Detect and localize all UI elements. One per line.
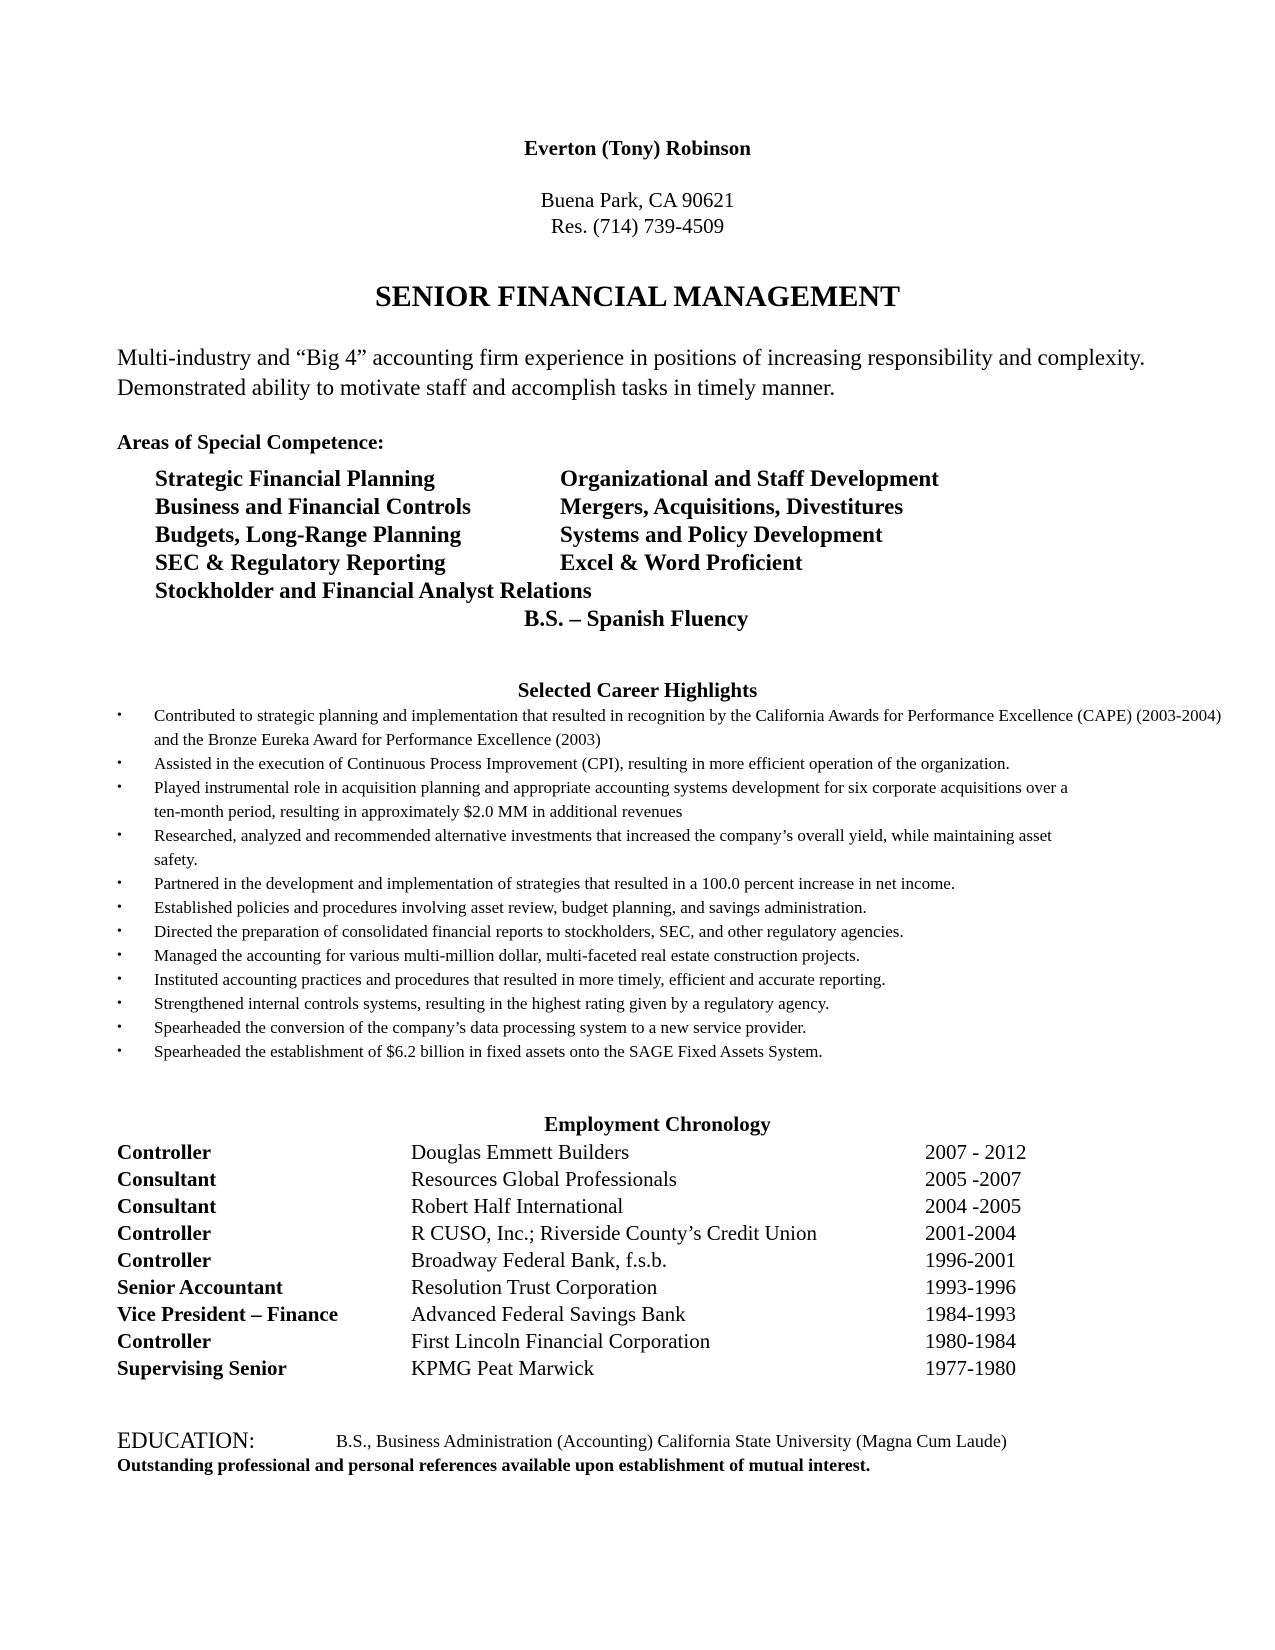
date-range: 1977-1980 [925, 1356, 1016, 1380]
company-name: Resolution Trust Corporation [411, 1275, 658, 1299]
list-item [117, 1016, 1237, 1040]
employment-table [117, 1140, 1027, 1383]
bullet-icon: • [117, 756, 122, 771]
bullet-icon: • [117, 972, 122, 987]
bullet-icon: • [117, 828, 122, 843]
list-item [117, 968, 1237, 992]
list-item [117, 944, 1237, 968]
competence-item: Organizational and Staff Development [560, 466, 939, 491]
competence-item: Strategic Financial Planning [155, 466, 435, 491]
bullet-icon: • [117, 900, 122, 915]
list-item [117, 896, 1237, 920]
company-name: Robert Half International [411, 1194, 624, 1218]
language-line: B.S. – Spanish Fluency [524, 606, 749, 631]
list-item [117, 1040, 1237, 1064]
list-item [117, 872, 1237, 896]
highlight-text: Strengthened internal controls systems, resulting in the highest rating given by a regulatory agency. [154, 994, 830, 1013]
competence-item: Excel & Word Proficient [560, 550, 803, 575]
table-row [117, 1329, 1027, 1356]
address-line: Buena Park, CA 90621 [540, 188, 735, 212]
job-title: Controller [117, 1140, 212, 1164]
bullet-icon: • [117, 948, 122, 963]
bullet-icon: • [117, 1020, 122, 1035]
date-range: 2005 -2007 [925, 1167, 1022, 1191]
table-row [117, 1167, 1027, 1194]
date-range: 2001-2004 [925, 1221, 1016, 1245]
highlight-text: Managed the accounting for various multi-million dollar, multi-faceted real estate construction projects. [154, 946, 861, 965]
highlights-title: Selected Career Highlights [517, 678, 758, 702]
company-name: Douglas Emmett Builders [411, 1140, 630, 1164]
company-name: Broadway Federal Bank, f.s.b. [411, 1248, 668, 1272]
table-row [117, 1275, 1027, 1302]
date-range: 1980-1984 [925, 1329, 1016, 1353]
bullet-icon: • [117, 996, 122, 1011]
competence-item: SEC & Regulatory Reporting [155, 550, 446, 575]
highlight-text: Directed the preparation of consolidated financial reports to stockholders, SEC, and other regulatory agencies. [154, 922, 904, 941]
list-item [117, 920, 1237, 944]
highlight-text: Established policies and procedures involving asset review, budget planning, and savings administration. [154, 898, 867, 917]
education-text: B.S., Business Administration (Accounting) California State University (Magna Cum Laude) [336, 1431, 1007, 1451]
date-range: 2007 - 2012 [925, 1140, 1027, 1164]
company-name: Resources Global Professionals [411, 1167, 677, 1191]
competence-item: Budgets, Long-Range Planning [155, 522, 462, 547]
table-row [117, 1140, 1027, 1167]
summary-paragraph: Multi-industry and “Big 4” accounting firm experience in positions of increasing responsibility and complexity. Demonstrated ability to motivate staff and accomplish tasks in timely manner. [117, 345, 1146, 400]
company-name: First Lincoln Financial Corporation [411, 1329, 711, 1353]
competence-item: Mergers, Acquisitions, Divestitures [560, 494, 904, 519]
job-title: Supervising Senior [117, 1356, 287, 1380]
bullet-icon: • [117, 1044, 122, 1059]
highlight-text: Spearheaded the establishment of $6.2 billion in fixed assets onto the SAGE Fixed Assets System. [154, 1042, 823, 1061]
phone-line: Res. (714) 739-4509 [550, 214, 725, 238]
list-item [117, 776, 1237, 824]
bullet-icon: • [117, 924, 122, 939]
date-range: 1993-1996 [925, 1275, 1016, 1299]
job-title: Controller [117, 1248, 212, 1272]
highlight-text: Researched, analyzed and recommended alternative investments that increased the company’s overall yield, while maintaining asset safety. [154, 826, 1052, 869]
company-name: KPMG Peat Marwick [411, 1356, 595, 1380]
list-item [117, 752, 1237, 776]
job-title: Consultant [117, 1194, 217, 1218]
highlight-text: Contributed to strategic planning and implementation that resulted in recognition by the California Awards for Performance Excellence (CAPE) (2003-2004) and the Bronze Eureka Award for Performance Excellence (2003) [154, 706, 1222, 749]
table-row [117, 1248, 1027, 1275]
list-item [117, 704, 1237, 752]
table-row [117, 1221, 1027, 1248]
highlight-text: Spearheaded the conversion of the company’s data processing system to a new service provider. [154, 1018, 807, 1037]
highlight-text: Assisted in the execution of Continuous Process Improvement (CPI), resulting in more efficient operation of the organization. [154, 754, 1010, 773]
highlights-list [117, 704, 1237, 1064]
job-title: Senior Accountant [117, 1275, 283, 1299]
job-title: Controller [117, 1329, 212, 1353]
list-item [117, 992, 1237, 1016]
competence-item: Business and Financial Controls [155, 494, 471, 519]
highlight-text: Partnered in the development and implementation of strategies that resulted in a 100.0 percent increase in net income. [154, 874, 956, 893]
job-title: Consultant [117, 1167, 217, 1191]
date-range: 1996-2001 [925, 1248, 1016, 1272]
bullet-icon: • [117, 780, 122, 795]
headline: SENIOR FINANCIAL MANAGEMENT [374, 280, 901, 313]
company-name: R CUSO, Inc.; Riverside County’s Credit Union [411, 1221, 817, 1245]
education-label: EDUCATION: [117, 1428, 255, 1453]
highlight-text: Played instrumental role in acquisition planning and appropriate accounting systems development for six corporate acquisitions over a ten-month period, resulting in approximately $2.0 MM in additional revenues [154, 778, 1068, 821]
list-item [117, 824, 1237, 872]
table-row [117, 1302, 1027, 1329]
bullet-icon: • [117, 708, 122, 723]
competence-item-full: Stockholder and Financial Analyst Relations [155, 578, 592, 603]
references-note: Outstanding professional and personal references available upon establishment of mutual interest. [117, 1455, 871, 1475]
competence-item: Systems and Policy Development [560, 522, 883, 547]
date-range: 1984-1993 [925, 1302, 1016, 1326]
job-title: Vice President – Finance [117, 1302, 339, 1326]
table-row [117, 1194, 1027, 1221]
job-title: Controller [117, 1221, 212, 1245]
bullet-icon: • [117, 876, 122, 891]
company-name: Advanced Federal Savings Bank [411, 1302, 686, 1326]
candidate-name: Everton (Tony) Robinson [524, 136, 751, 160]
competence-title: Areas of Special Competence: [117, 430, 385, 454]
date-range: 2004 -2005 [925, 1194, 1022, 1218]
table-row [117, 1356, 1027, 1383]
highlight-text: Instituted accounting practices and procedures that resulted in more timely, efficient and accurate reporting. [154, 970, 886, 989]
employment-title: Employment Chronology [544, 1112, 771, 1136]
